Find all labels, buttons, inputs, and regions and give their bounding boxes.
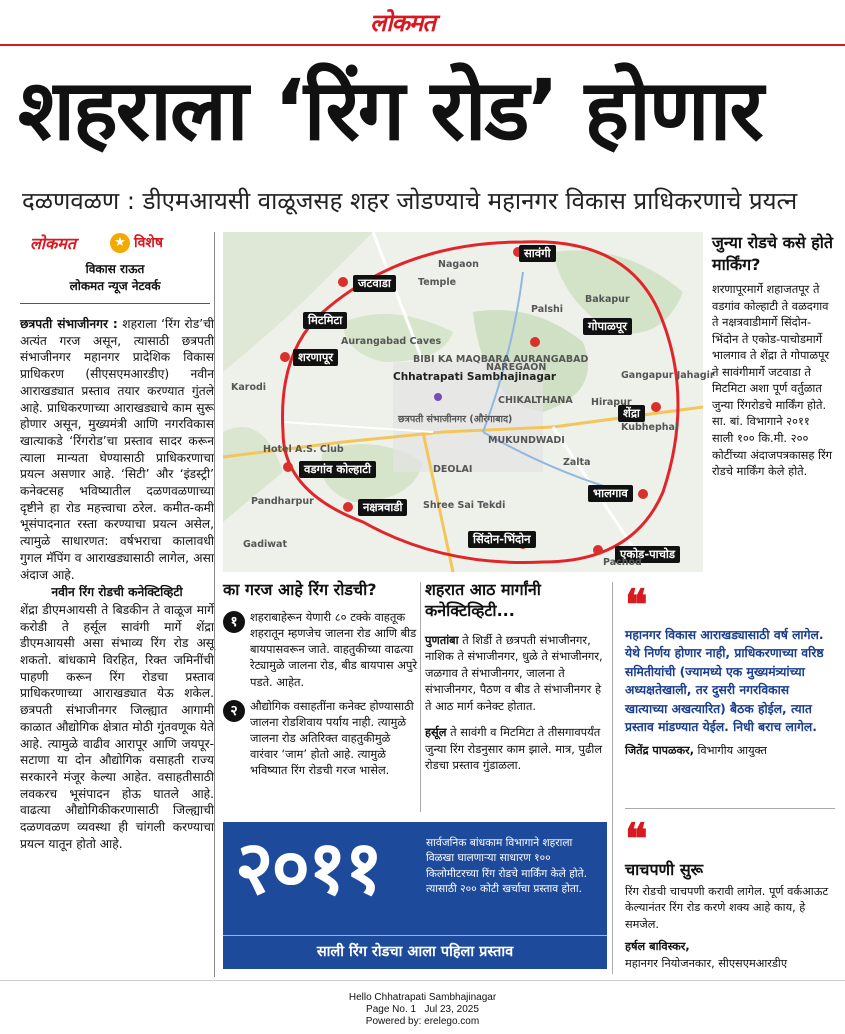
eight-routes-paragraph-2 [425, 724, 603, 774]
column-divider [612, 582, 613, 974]
quote-role: महानगर नियोजनकार, सीएसएमआरडीए [625, 956, 788, 970]
map-place: Temple [418, 277, 457, 288]
map-label-sindon-bhindon: सिंदोन-भिंदोन [468, 531, 536, 548]
quote-heading: चाचपणी सुरू [625, 860, 704, 879]
article-paragraph-1 [20, 316, 214, 583]
footer-page: Page No. 1 [366, 1004, 417, 1015]
sidebar-body: शरणापूरमार्गे शहाजतपूर ते वडगांव कोल्हाटी ते वळदगाव ते नक्षत्रवाडीमार्गे सिंदोन-भिंदोन ते एकोड-पाचोडमार्गे भालगाव ते शेंद्रा ते गोपाळपूर ते सावंगीमार्गे जटवाडा ते मिटमिटा अशा पूर्ण वर्तुळात जुन्या रिंगरोडचे मार्किंग होते. सा. बां. विभागाने २०११ साली १०० कि.मी. २०० कोटींच्या अंदाजपत्रकासह रिंग रोडचे मार्किंग केले होते. [712, 282, 833, 479]
article-text-1: शहराला ‘रिंग रोड’ची अत्यंत गरज असून, त्यासाठी छत्रपती संभाजीनगर महानगर प्रादेशिक विकास प्राधिकरण (सीएसएमआरडीए) नवीन आराखड्यात प्रस्ताव तयार करण्यात गुंतले आहे. प्राधिकरणाच्या आराखड्याचे काम सुरू होणार असून, मुख्यमंत्री आणि नगरविकास खात्याकडे ‘रिंगरोड’चा प्रस्ताव सादर करून त्याला मान्यता घेण्यासाठी प्राधिकरणाचा प्रयत्न असणार आहे. ‘सिटी’ और ‘इंडस्ट्री’ कनेक्टसह भविष्यातील दळणवळणाच्या दृष्टीने हा रोड महत्त्वाचा ठरेल. कमीत-कमी भूसंपादनात रस्ता करण्याचा प्रयत्न असेल, त्यामुळे साधारणत: वर्षभराचा कालावधी गुगल मॅपिंग व आराखड्यासाठी लागेल, असा अंदाज आहे. [20, 317, 214, 582]
map-place: Gadiwat [243, 539, 287, 550]
map-place: Hirapur [591, 397, 632, 408]
quote-attribution [625, 939, 835, 972]
number-badge: २ [223, 700, 245, 722]
map-label-mitmita: मिटमिटा [303, 312, 347, 329]
stat-caption: साली रिंग रोडचा आला पहिला प्रस्ताव [223, 935, 607, 969]
why-item [223, 698, 418, 779]
special-brand: लोकमत [30, 234, 76, 253]
old-road-marking-sidebar [712, 232, 834, 480]
article-subheading: नवीन रिंग रोडची कनेक्टिव्हिटी [51, 585, 183, 600]
map-place: Zalta [563, 457, 591, 468]
masthead [0, 0, 845, 46]
map-label-jatwada: जटवाडा [353, 275, 396, 292]
map-place: Shree Sai Tekdi [423, 500, 506, 511]
quote-name: जितेंद्र पापळकर, [625, 743, 694, 757]
byline-divider [20, 303, 210, 304]
article-paragraph-2: शेंद्रा डीएमआयसी ते बिडकीन ते वाळूज मार्गे करोडी ते हर्सूल सावंगी मार्गे शेंद्रा डीएमआयसी असा संभाव्य रिंग रोड असू शकतो. बांधकामे विरहित, रिक्त जमिनींची पाहणी करून रिंग रोडचा प्रस्ताव प्राधिकरणाच्या आराखड्यात येऊ शकेल. छत्रपती संभाजीनगर जिल्ह्यात आगामी काळात औद्योगिक क्षेत्रात मोठी गुंतवणूक येते आहे. त्यामुळे वाढीव आरापूर आणि जयपूर- सटाणा या दोन औद्योगिक वसाहती राज्य सरकारने मंजूर केल्या आहेत. वसाहतीसाठी लवकरच भूसंपादन होऊ घातले आहे. वाढत्या औद्योगिकीकरणासाठी जिल्ह्याची दळणवळण व्यवस्था ही चांगली करण्याचा प्रयत्न यातून होतो आहे. [20, 602, 214, 851]
paragraph-lead: हर्सूल [425, 725, 447, 740]
quote-attribution [625, 743, 835, 758]
map-place: छत्रपती संभाजीनगर (औरंगाबाद) [398, 414, 513, 425]
eight-routes-heading: शहरात आठ मार्गांनी कनेक्टिव्हिटी... [425, 580, 541, 620]
column-divider [420, 582, 421, 812]
quote-name: हर्षल बाविस्कर, [625, 940, 690, 954]
stat-year: २०११ [235, 825, 381, 911]
map-place: Bakapur [585, 294, 630, 305]
quote-divider [625, 808, 835, 809]
footer-page-line [0, 1004, 845, 1016]
quote-icon: ❝ [625, 580, 648, 629]
quote-text: महानगर विकास आराखड्यासाठी वर्ष लागेल. येथे निर्णय होणार नाही, प्राधिकरणाच्या वरिष्ठ समितीयांची (ज्यामध्ये एक मुख्यमंत्र्यांच्या अध्यक्षतेखाली, तर दुसरी नगरविकास खात्याच्या अखत्यारित) बैठक होईल, त्यात प्रस्ताव मांडण्यात येईल. निधी बराच लागेल. [625, 628, 824, 735]
footer-edition: Hello Chhatrapati Sambhajinagar [348, 992, 497, 1003]
number-badge: १ [223, 611, 245, 633]
map-place: DEOLAI [433, 464, 473, 475]
special-report-tag [30, 232, 185, 254]
quote-role: विभागीय आयुक्त [693, 743, 767, 757]
quote-icon: ❝ [625, 814, 648, 863]
map-label-vadgaon-kolhati: वडगांव कोल्हाटी [299, 461, 376, 478]
footer-powered: Powered by: erelego.com [365, 1016, 480, 1027]
map-place: Nagaon [438, 259, 479, 270]
map-place: Aurangabad Caves [341, 336, 442, 347]
eight-routes-paragraph-1 [425, 632, 603, 715]
eight-routes-box [425, 580, 603, 774]
commissioner-quote [625, 580, 835, 758]
map-place: Palshi [531, 304, 564, 315]
map-label-nakshatrawadi: नक्षत्रवाडी [358, 499, 407, 516]
map-place: MUKUNDWADI [488, 435, 565, 446]
subheadline: दळणवळण : डीएमआयसी वाळूजसह शहर जोडण्याचे महानगर विकास प्राधिकरणाचे प्रयत्न [22, 187, 798, 215]
ring-road-map [223, 232, 715, 572]
map-place: Pandharpur [251, 496, 314, 507]
why-item-text: शहराबाहेरून येणारी ८० टक्के वाहतूक शहरातून म्हणजेच जालना रोड आणि बीड बायपासवरून जाते. वाहतुकीच्या वाढत्या रेट्यामुळे जालना रोड, बीड बायपास अपुरे पडते. आहेत. [250, 609, 418, 689]
byline [20, 261, 210, 295]
why-ring-road-box [223, 580, 418, 779]
planner-quote [625, 814, 835, 972]
map-place: Pachod [603, 557, 642, 568]
map-label-bhalgaon: भालगाव [588, 485, 633, 502]
page-footer [0, 992, 845, 1028]
stat-description: सार्वजनिक बांधकाम विभागाने शहराला विळखा घालणाऱ्या साधारण १०० किलोमीटरच्या रिंग रोडचे मार्किंग केले होते. त्यासाठी २०० कोटी खर्चाचा प्रस्ताव होता. [426, 837, 588, 896]
map-label-gopalpur: गोपाळपूर [583, 318, 632, 335]
quote-text: रिंग रोडची चाचपणी करावी लागेल. पूर्ण वर्कआऊट केल्यानंतर रिंग रोड करणे शक्य आहे काय, हे समजेल. [625, 885, 829, 931]
byline-author: विकास राऊत [85, 262, 145, 276]
why-heading: का गरज आहे रिंग रोडची? [223, 580, 377, 599]
footer-divider [0, 980, 845, 981]
paragraph-text: ते शिर्डी ते छत्रपती संभाजीनगर, नाशिक ते संभाजीनगर, धुळे ते संभाजीनगर, जळगाव ते संभाजीनगर, जालना ते संभाजीनगर, पैठण व बीड ते संभाजीनगर हे ते आठ मार्ग कनेक्ट होतात. [425, 632, 603, 713]
map-place: Kubhephal [621, 422, 679, 433]
main-article-column [20, 316, 214, 854]
dateline: छत्रपती संभाजीनगर : [20, 317, 118, 331]
map-label-sharanapur: शरणापूर [293, 349, 338, 366]
map-place: NAREGAON [486, 362, 547, 373]
paragraph-lead: पुणतांबा [425, 632, 459, 647]
column-divider [214, 232, 215, 977]
paragraph-text: ते सावंगी व मिटमिटा ते तीसगावपर्यंत जुन्या रिंग रोडनुसार काम झाले. मात्र, पुढील रोडचा प्रस्ताव गुंडाळला. [425, 725, 603, 773]
map-place: Chhatrapati Sambhajinagar [393, 371, 557, 383]
headline: शहराला ‘रिंग रोड’ होणार [18, 61, 762, 159]
why-item-text: औद्योगिक वसाहतींना कनेक्ट होण्यासाठी जालना रोडशिवाय पर्याय नाही. त्यामुळे जालना रोड अतिरिक्त वाहतुकीमुळे वारंवार ‘जाम’ होतो आहे. त्यामुळे भविष्यात रिंग रोडची गरज भासेल. [250, 698, 414, 778]
map-place: Gangapur Jahagir [621, 370, 715, 381]
newspaper-logo: लोकमत [370, 9, 435, 37]
map-label-savangi: सावंगी [519, 245, 556, 262]
why-item [223, 609, 418, 690]
map-label-ekod-pachod: एकोड-पाचोड [615, 546, 680, 563]
sidebar-heading: जुन्या रोडचे कसे होते मार्किंग? [712, 233, 833, 274]
star-icon: ★ [110, 233, 130, 253]
map-place: Hotel A.S. Club [263, 444, 344, 455]
special-label: विशेष [134, 235, 164, 251]
map-place: Karodi [231, 382, 267, 393]
footer-date: Jul 23, 2025 [424, 1004, 479, 1015]
year-stat-box [223, 822, 607, 969]
byline-org: लोकमत न्यूज नेटवर्क [69, 278, 161, 293]
map-label-shendra: शेंद्रा [618, 405, 645, 422]
map-place: BIBI KA MAQBARA AURANGABAD [413, 354, 589, 365]
map-place: CHIKALTHANA [498, 395, 573, 406]
